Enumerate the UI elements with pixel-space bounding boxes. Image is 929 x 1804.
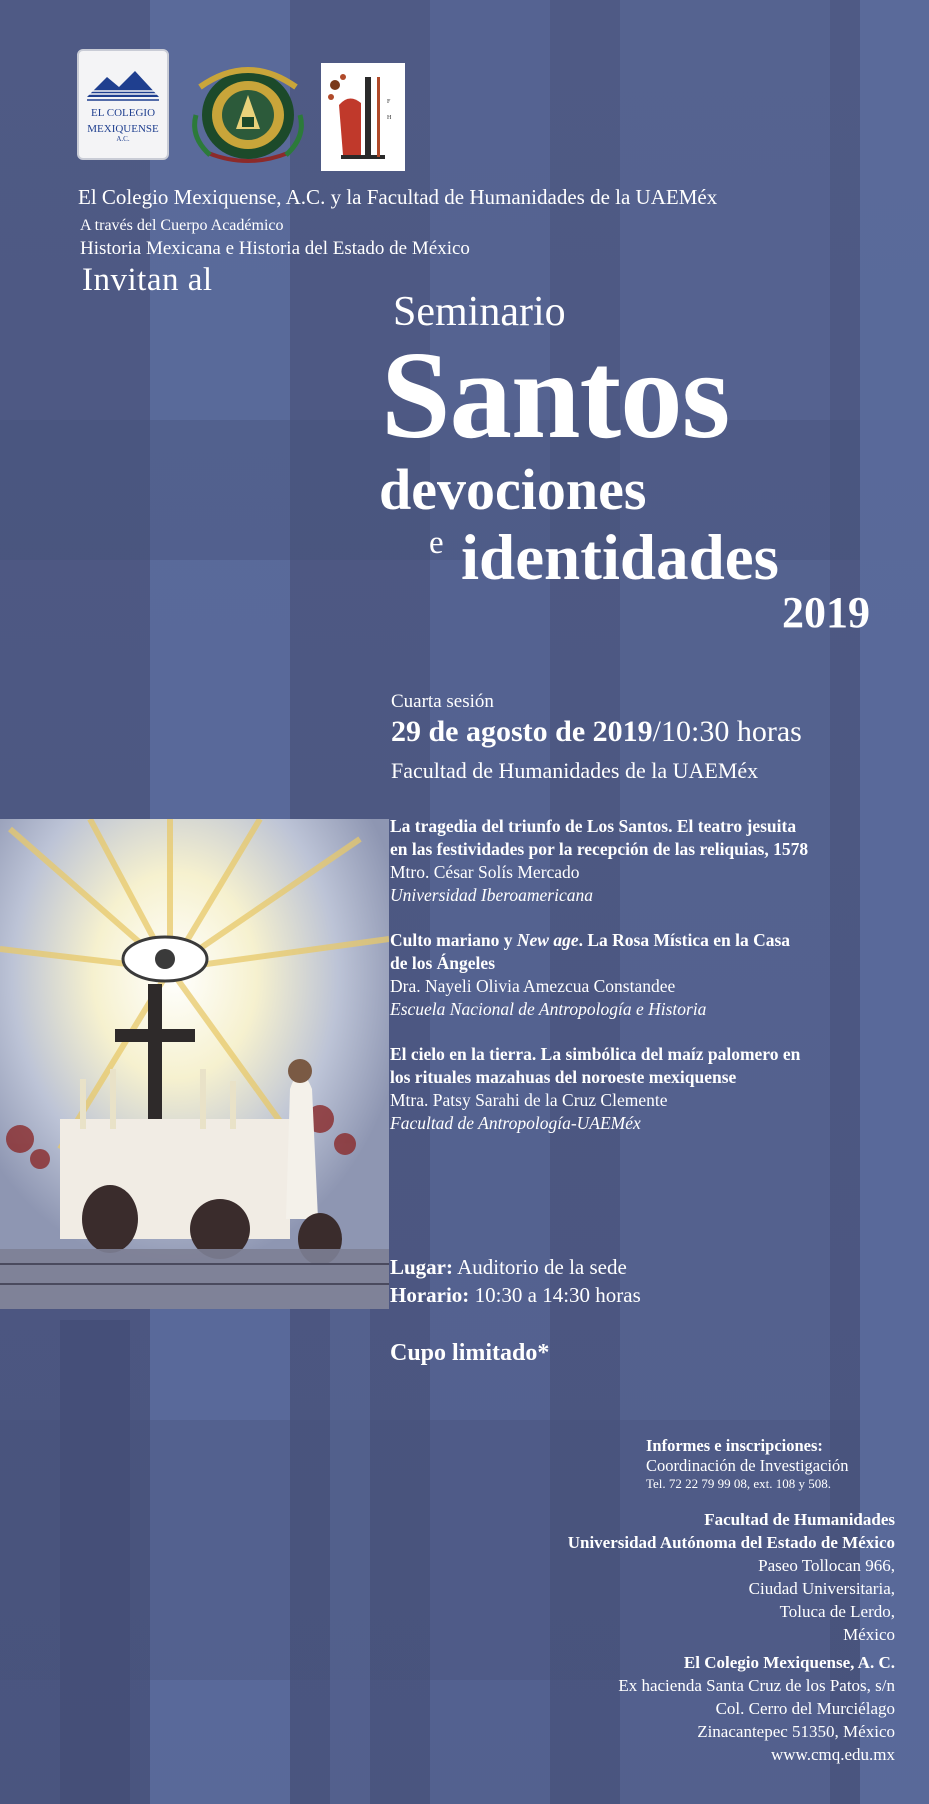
registration-office: Coordinación de Investigación [646,1456,849,1475]
talk-institution: Universidad Iberoamericana [390,885,593,905]
colegio-address [618,1651,895,1766]
address-line: México [843,1625,895,1644]
talk-item [390,929,810,1021]
address-line: Ciudad Universitaria, [748,1579,895,1598]
place-label: Lugar: [390,1255,453,1279]
invite-text: Invitan al [82,262,213,298]
academic-body-name: Historia Mexicana e Historia del Estado de México [80,238,470,259]
bg-texture-band [60,1320,130,1804]
colegio-logo-text-1: EL COLEGIO [90,107,156,119]
talk-title-part: . La Rosa Mística en la Casa de los Ángeles [390,930,791,973]
talk-speaker: Mtro. César Solís Mercado [390,862,580,882]
schedule-line [390,1283,641,1308]
seminar-title-identidades: identidades [461,522,779,594]
talk-institution: Facultad de Antropología-UAEMéx [390,1113,641,1133]
limited-capacity-note: Cupo limitado* [390,1340,550,1366]
registration-heading: Informes e inscripciones: [646,1436,823,1455]
talk-item [390,1043,810,1135]
address-line: Zinacantepec 51350, México [697,1722,895,1741]
place-value: Auditorio de la sede [453,1255,627,1279]
registration-info [646,1436,849,1492]
bg-texture-band [330,1250,370,1804]
session-label: Cuarta sesión [391,691,494,712]
address-line: Ex hacienda Santa Cruz de los Patos, s/n [618,1676,895,1695]
talk-title-emphasis: New age [516,930,579,950]
talk-title-part: Culto mariano y [390,930,517,950]
seminar-year: 2019 [782,588,870,637]
talk-speaker: Mtra. Patsy Sarahi de la Cruz Clemente [390,1090,668,1110]
talk-title: El cielo en la tierra. La simbólica del maíz palomero en los rituales mazahuas del noroeste mexiquense [390,1044,801,1087]
schedule-value: 10:30 a 14:30 horas [469,1283,641,1307]
session-time: /10:30 horas [652,715,802,748]
academic-body-intro: A través del Cuerpo Académico [80,217,284,234]
talk-institution: Escuela Nacional de Antropología e Historia [390,999,707,1019]
colegio-name: El Colegio Mexiquense, A. C. [683,1653,895,1672]
registration-phone: Tel. 72 22 79 99 08, ext. 108 y 508. [646,1476,832,1491]
organizers-line: El Colegio Mexiquense, A.C. y la Facultad de Humanidades de la UAEMéx [78,185,718,209]
website-link[interactable]: www.cmq.edu.mx [770,1745,895,1764]
seminar-title-conjunction: e [429,525,444,561]
altar-painting-image [0,819,389,1309]
university-name: Universidad Autónoma del Estado de México [567,1533,895,1552]
talk-title [390,929,810,975]
talk-speaker: Dra. Nayeli Olivia Amezcua Constandee [390,976,676,996]
facultad-humanidades-logo-icon [321,63,405,171]
faculty-address [568,1508,895,1646]
faculty-name: Facultad de Humanidades [704,1510,895,1529]
colegio-logo-text-2: MEXIQUENSE [87,123,159,135]
address-line: Toluca de Lerdo, [779,1602,895,1621]
talk-title: La tragedia del triunfo de Los Santos. El teatro jesuita en las festividades por la recepción de las reliquias, 1578 [390,816,809,859]
address-line: Col. Cerro del Murciélago [715,1699,895,1718]
session-venue: Facultad de Humanidades de la UAEMéx [391,758,759,783]
colegio-mexiquense-logo [77,49,169,160]
talk-item [390,815,810,907]
colegio-logo-text-3: A.C. [116,135,130,143]
place-line [390,1255,627,1280]
seminar-title-devociones: devociones [379,457,647,522]
session-date: 29 de agosto de 2019 [391,715,653,748]
uaem-seal-icon [186,57,310,165]
svg-text:H: H [387,115,392,121]
seminar-label: Seminario [393,289,566,335]
schedule-label: Horario: [390,1283,470,1307]
seminar-title-main: Santos [381,327,730,465]
session-datetime [391,715,802,749]
address-line: Paseo Tollocan 966, [758,1556,895,1575]
svg-text:F: F [387,99,391,105]
talks-list [390,815,810,1157]
mountain-icon [85,67,161,103]
